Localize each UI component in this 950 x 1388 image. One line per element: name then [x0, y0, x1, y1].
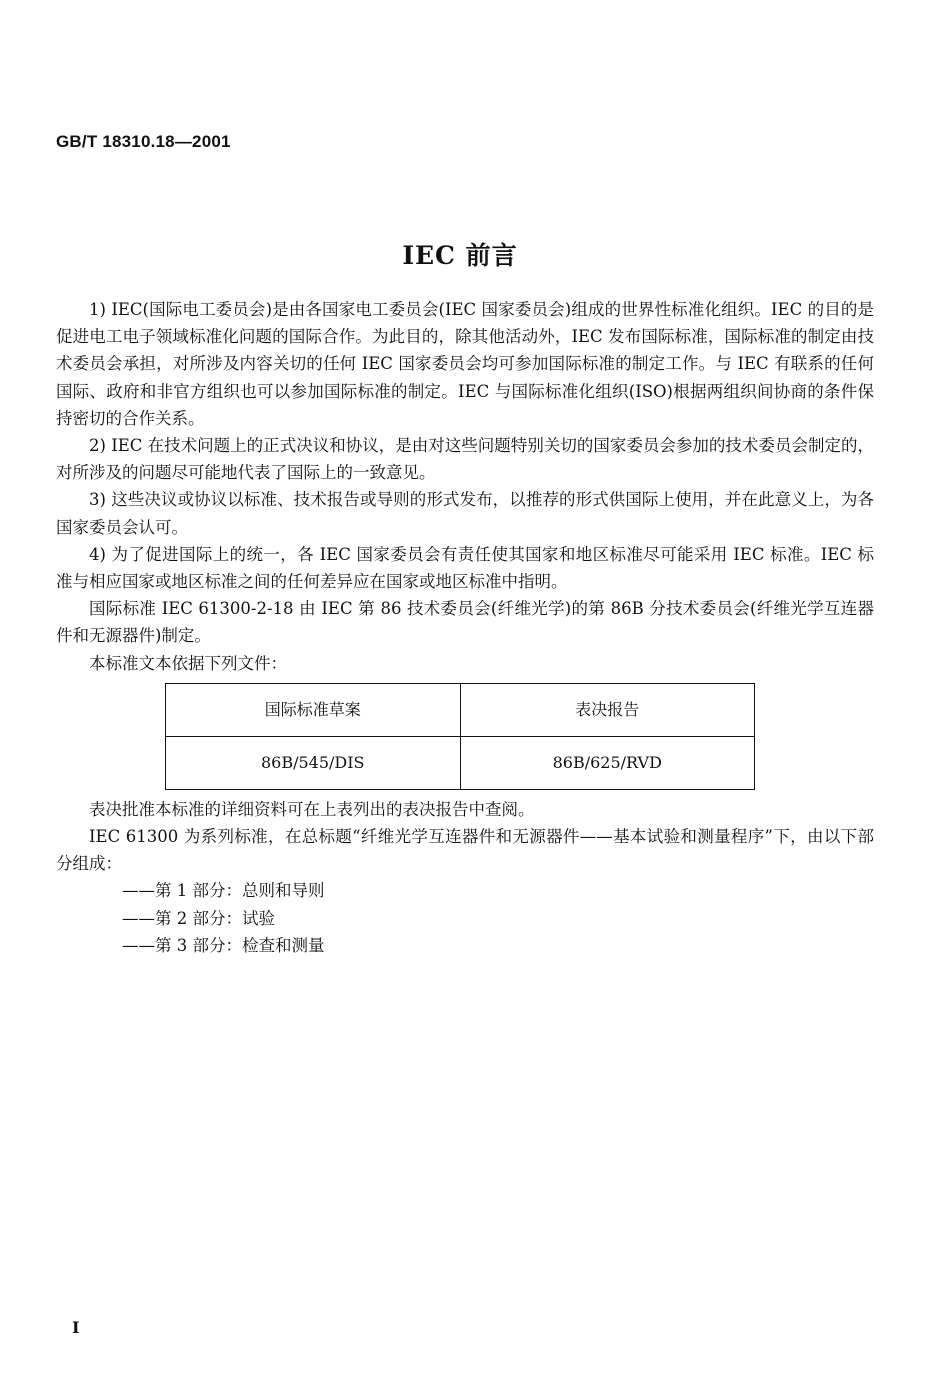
table-header-cell: 表决报告 — [460, 683, 755, 736]
paragraph-8: IEC 61300 为系列标准，在总标题“纤维光学互连器件和无源器件——基本试验和测量程序”下，由以下部分组成： — [56, 827, 874, 874]
list-item: ——第 1 部分：总则和导则 — [122, 881, 325, 901]
standard-number: GB/T 18310.18—2001 — [56, 132, 231, 151]
page-title: IEC 前言 — [402, 241, 518, 270]
paragraph-1: 1) IEC(国际电工委员会)是由各国家电工委员会(IEC 国家委员会)组成的世界性标准化组织。IEC 的目的是促进电工电子领域标准化问题的国际合作。为此目的，除其他活动外，IEC 发布国际标准，国际标准的制定由技术委员会承担，对所涉及内容关切的任何 IEC 国家委员会均可参加国际标准的制定工作。与 IEC 有联系的任何国际、政府和非官方组织也可以参加国际标准的制定。IEC 与国际标准化组织(ISO)根据两组织间协商的条件保持密切的合作关系。 — [56, 300, 874, 428]
paragraph-4: 4) 为了促进国际上的统一，各 IEC 国家委员会有责任使其国家和地区标准尽可能采用 IEC 标准。IEC 标准与相应国家或地区标准之间的任何差异应在国家或地区标准中指明。 — [56, 544, 874, 592]
table-header-row — [166, 683, 755, 736]
documents-table — [165, 683, 755, 790]
list-item: ——第 3 部分：检查和测量 — [122, 935, 325, 955]
paragraph-5: 国际标准 IEC 61300-2-18 由 IEC 第 86 技术委员会(纤维光学)的第 86B 分技术委员会(纤维光学互连器件和无源器件)制定。 — [56, 599, 874, 646]
paragraph-6: 本标准文本依据下列文件： — [89, 653, 287, 673]
list-item: ——第 2 部分：试验 — [122, 908, 275, 928]
table-row — [166, 736, 755, 789]
body-text — [56, 296, 874, 959]
table-cell: 86B/545/DIS — [166, 736, 461, 789]
paragraph-3: 3) 这些决议或协议以标准、技术报告或导则的形式发布，以推荐的形式供国际上使用，并在此意义上，为各国家委员会认可。 — [56, 490, 874, 537]
page-number: I — [72, 1318, 80, 1337]
table-header-cell: 国际标准草案 — [166, 683, 461, 736]
table-cell: 86B/625/RVD — [460, 736, 755, 789]
paragraph-7: 表决批准本标准的详细资料可在上表列出的表决报告中查阅。 — [89, 799, 535, 819]
paragraph-2: 2) IEC 在技术问题上的正式决议和协议，是由对这些问题特别关切的国家委员会参加的技术委员会制定的，对所涉及的问题尽可能地代表了国际上的一致意见。 — [56, 436, 874, 483]
